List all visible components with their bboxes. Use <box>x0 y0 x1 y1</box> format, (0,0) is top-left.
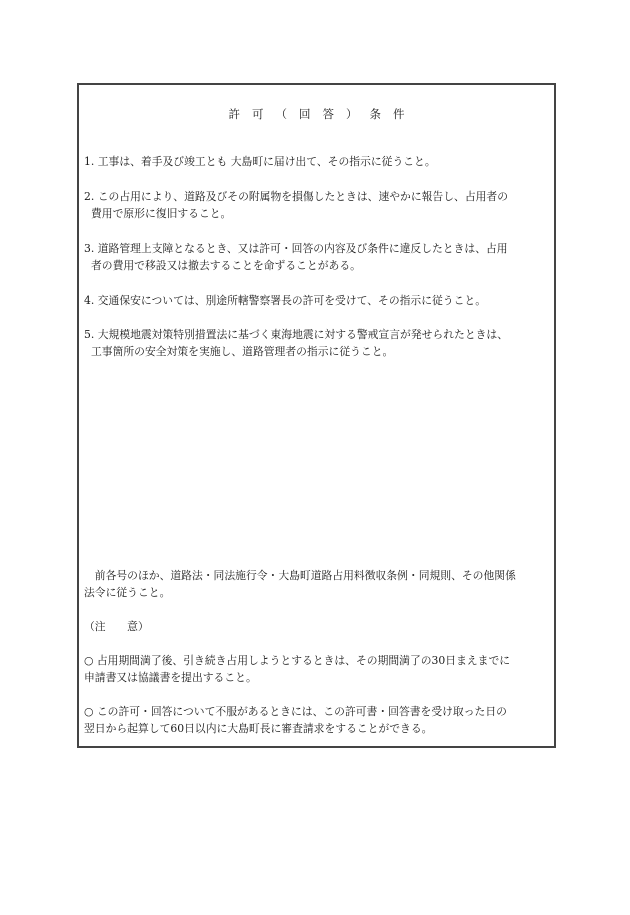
condition-item-4 <box>84 292 549 309</box>
note-item-line: ○ この許可・回答について不服があるときには、この許可書・回答書を受け取った日の <box>84 705 507 718</box>
condition-item-line: 3. 道路管理上支障となるとき、又は許可・回答の内容及び条件に違反したときは、占用 <box>84 242 508 255</box>
condition-item-line: 1. 工事は、着手及び竣工とも 大島町に届け出て、その指示に従うこと。 <box>84 155 436 168</box>
title-char: 条 <box>369 107 381 121</box>
note-item-line: 翌日から起算して60日以内に大島町長に審査請求をすることができる。 <box>84 722 433 735</box>
note-item-line: ○ 占用期間満了後、引き続き占用しようとするときは、その期間満了の30日まえまでに <box>84 654 511 667</box>
title-char: 答 <box>322 107 334 121</box>
title-char: 許 <box>228 107 240 121</box>
condition-item-line: 4. 交通保安については、別途所轄警察署長の許可を受けて、その指示に従うこと。 <box>84 294 486 307</box>
note-item-2 <box>84 703 549 737</box>
title-char: ） <box>346 107 358 121</box>
general-clause <box>84 567 549 601</box>
condition-item-2 <box>84 188 549 222</box>
title-char: 回 <box>299 107 311 121</box>
general-clause-line: 前各号のほか、道路法・同法施行令・大島町道路占用料徴収条例・同規則、その他関係 <box>84 569 516 582</box>
title-char: （ <box>275 107 287 121</box>
note-heading-text: （注 意） <box>84 620 149 633</box>
condition-item-line: 者の費用で移設又は撤去することを命ずることがある。 <box>91 259 361 272</box>
condition-item-line: 費用で原形に復旧すること。 <box>91 207 232 220</box>
condition-item-1 <box>84 153 549 170</box>
document-title <box>79 106 554 122</box>
general-clause-line: 法令に従うこと。 <box>84 586 171 599</box>
condition-item-line: 工事箇所の安全対策を実施し、道路管理者の指示に従うこと。 <box>91 345 394 358</box>
title-char: 件 <box>393 107 405 121</box>
condition-item-3 <box>84 240 549 274</box>
note-heading <box>84 618 549 635</box>
condition-item-line: 5. 大規模地震対策特別措置法に基づく東海地震に対する警戒宣言が発せられたときは、 <box>84 328 509 341</box>
conditions-frame <box>77 83 556 748</box>
title-char: 可 <box>252 107 264 121</box>
condition-item-5 <box>84 326 549 360</box>
note-item-1 <box>84 652 549 686</box>
condition-item-line: 2. この占用により、道路及びその附属物を損傷したときは、速やかに報告し、占用者の <box>84 190 509 203</box>
note-item-line: 申請書又は協議書を提出すること。 <box>84 671 257 684</box>
